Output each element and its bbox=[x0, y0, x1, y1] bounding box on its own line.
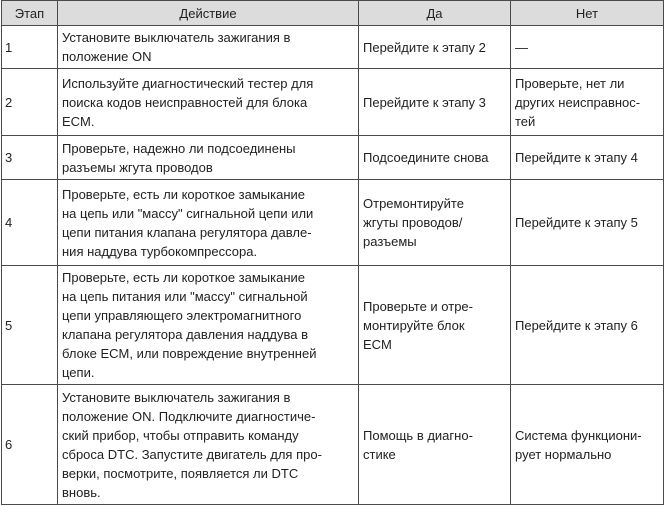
no-text: — bbox=[515, 39, 528, 55]
no-text: Перейдите к этапу 5 bbox=[515, 215, 638, 230]
table-row bbox=[2, 69, 664, 136]
table-header bbox=[2, 1, 664, 26]
action-cell bbox=[58, 385, 359, 505]
action-text: на цепь питания или "массу" сигнальной bbox=[62, 289, 308, 304]
action-text: цепи. bbox=[62, 365, 95, 380]
yes-text: ECM bbox=[363, 336, 392, 352]
no-text: Перейдите к этапу 6 bbox=[515, 317, 638, 333]
action-text: клапана регулятора давления наддува в bbox=[62, 327, 309, 342]
no-text: рует нормально bbox=[515, 446, 612, 462]
step-number: 5 bbox=[2, 266, 58, 385]
yes-text: Перейдите к этапу 3 bbox=[363, 94, 486, 110]
header-yes: Да bbox=[359, 1, 511, 26]
action-text: положение ON. Подключите диагностиче- bbox=[62, 408, 316, 424]
no-cell bbox=[511, 180, 664, 266]
yes-text: Подсоедините снова bbox=[363, 150, 489, 165]
action-cell bbox=[58, 26, 359, 69]
yes-text: жгуты проводов/ bbox=[363, 215, 463, 230]
action-text: ECM. bbox=[62, 113, 95, 129]
action-text: ский прибор, чтобы отправить команду bbox=[62, 427, 299, 443]
yes-cell bbox=[359, 26, 511, 69]
action-cell bbox=[58, 266, 359, 385]
yes-text: Проверьте и отре- bbox=[363, 298, 473, 314]
action-text: ния наддува турбокомпрессора. bbox=[62, 243, 258, 259]
table-body bbox=[2, 26, 664, 505]
no-cell bbox=[511, 266, 664, 385]
action-text: блоке ECM, или повреждение внутренней bbox=[62, 346, 317, 361]
no-cell bbox=[511, 136, 664, 180]
header-no: Нет bbox=[511, 1, 664, 26]
action-text: Проверьте, есть ли короткое замыкание bbox=[62, 186, 306, 202]
yes-text: Помощь в диагно- bbox=[363, 427, 473, 443]
yes-text: разъемы bbox=[363, 234, 417, 249]
action-text: на цепь или "массу" сигнальной цепи или bbox=[62, 205, 314, 221]
action-text: верки, посмотрите, появляется ли DTC bbox=[62, 465, 299, 481]
header-action: Действие bbox=[58, 1, 359, 26]
header-step: Этап bbox=[2, 1, 58, 26]
no-text: тей bbox=[515, 113, 536, 129]
action-text: положение ON bbox=[62, 49, 152, 64]
no-text: Система функциони- bbox=[515, 427, 642, 443]
table-row bbox=[2, 180, 664, 266]
no-cell bbox=[511, 69, 664, 136]
yes-cell bbox=[359, 69, 511, 136]
action-cell bbox=[58, 136, 359, 180]
action-text: Проверьте, есть ли короткое замыкание bbox=[62, 270, 306, 285]
table-row bbox=[2, 26, 664, 69]
action-text: цепи питания клапана регулятора давле- bbox=[62, 224, 312, 240]
table-row bbox=[2, 385, 664, 505]
yes-text: стике bbox=[363, 446, 396, 462]
diagnostic-table bbox=[1, 0, 664, 505]
action-cell bbox=[58, 180, 359, 266]
action-text: Используйте диагностический тестер для bbox=[62, 75, 314, 91]
action-text: Установите выключатель зажигания в bbox=[62, 389, 291, 405]
table-row bbox=[2, 266, 664, 385]
action-text: сброса DTC. Запустите двигатель для про- bbox=[62, 446, 322, 462]
action-text: поиска кодов неисправностей для блока bbox=[62, 94, 308, 110]
yes-cell bbox=[359, 266, 511, 385]
table-row bbox=[2, 136, 664, 180]
step-number: 4 bbox=[2, 180, 58, 266]
no-cell bbox=[511, 385, 664, 505]
action-text: Установите выключатель зажигания в bbox=[62, 30, 291, 45]
action-text: цепи управляющего электромагнитного bbox=[62, 308, 302, 323]
step-number: 2 bbox=[2, 69, 58, 136]
yes-text: Отремонтируйте bbox=[363, 196, 464, 211]
header-row bbox=[2, 1, 664, 26]
step-number: 1 bbox=[2, 26, 58, 69]
action-cell bbox=[58, 69, 359, 136]
no-text: Проверьте, нет ли bbox=[515, 75, 625, 91]
yes-cell bbox=[359, 385, 511, 505]
step-number: 6 bbox=[2, 385, 58, 505]
no-text: других неисправнос- bbox=[515, 94, 641, 110]
yes-text: Перейдите к этапу 2 bbox=[363, 39, 486, 55]
yes-cell bbox=[359, 136, 511, 180]
yes-text: монтируйте блок bbox=[363, 317, 465, 333]
step-number: 3 bbox=[2, 136, 58, 180]
action-text: вновь. bbox=[62, 484, 101, 500]
no-text: Перейдите к этапу 4 bbox=[515, 150, 638, 165]
action-text: Проверьте, надежно ли подсоединены bbox=[62, 140, 296, 156]
yes-cell bbox=[359, 180, 511, 266]
no-cell bbox=[511, 26, 664, 69]
action-text: разъемы жгута проводов bbox=[62, 159, 213, 175]
